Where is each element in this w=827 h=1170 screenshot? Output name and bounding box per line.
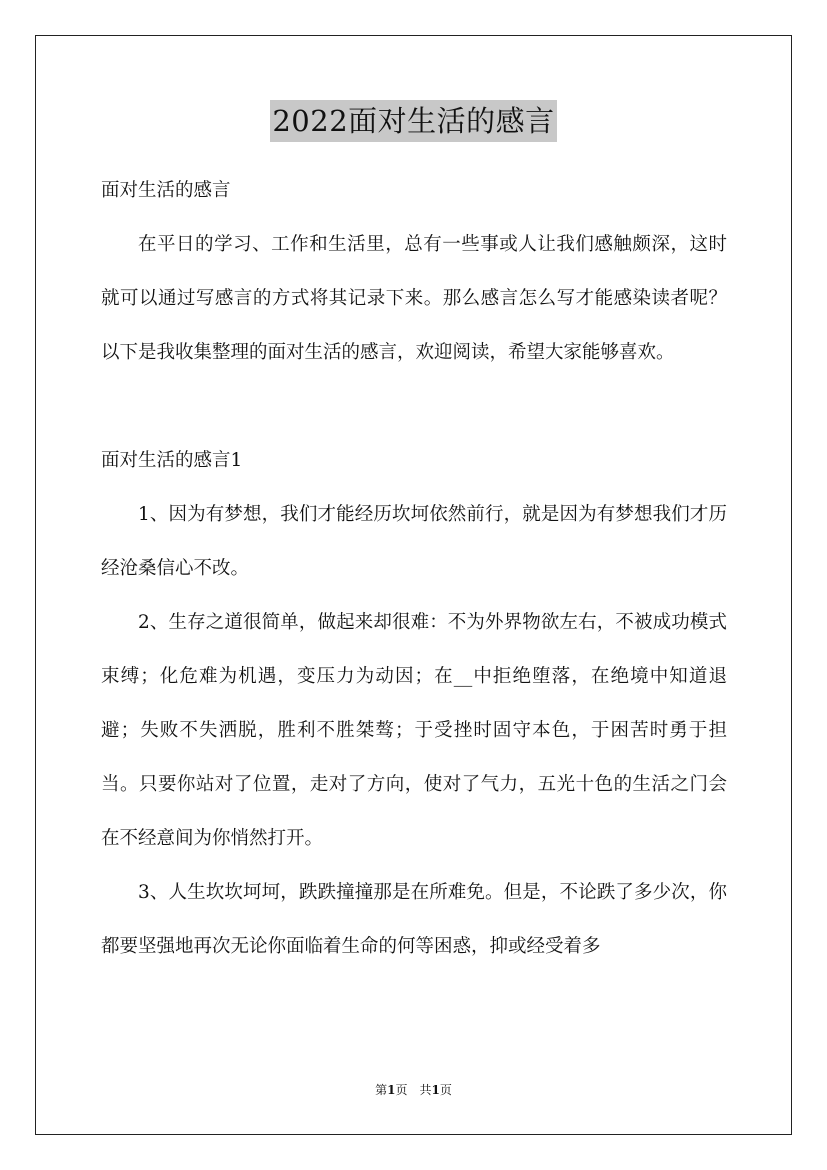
page-footer xyxy=(0,1081,827,1099)
section-heading: 面对生活的感言1 xyxy=(101,450,243,471)
page-prefix: 第 xyxy=(375,1083,388,1097)
list-item: 2、生存之道很简单，做起来却很难：不为外界物欲左右，不被成功模式束缚；化危难为机遇，变压力为动因；在__中拒绝堕落，在绝境中知道退避；失败不失洒脱，胜利不胜桀骜；于受挫时固守本色，于困苦时勇于担当。只要你站对了位置，走对了方向，使对了气力，五光十色的生活之门会在不经意间为你悄然打开。 xyxy=(101,612,727,849)
blank-line xyxy=(101,380,727,434)
page-number: 1 xyxy=(387,1083,396,1097)
document-body xyxy=(101,164,727,974)
intro-paragraph: 在平日的学习、工作和生活里，总有一些事或人让我们感触颇深，这时就可以通过写感言的方式将其记录下来。那么感言怎么写才能感染读者呢？以下是我收集整理的面对生活的感言，欢迎阅读，希望大家能够喜欢。 xyxy=(101,234,727,363)
page-mid: 页 共 xyxy=(395,1083,432,1097)
title-container xyxy=(0,100,827,142)
page-total: 1 xyxy=(431,1083,440,1097)
list-item: 3、人生坎坎坷坷，跌跌撞撞那是在所难免。但是，不论跌了多少次，你都要坚强地再次无论你面临着生命的何等困惑，抑或经受着多 xyxy=(101,882,727,957)
document-title: 2022面对生活的感言 xyxy=(270,100,556,142)
page-suffix: 页 xyxy=(439,1083,452,1097)
document-subtitle: 面对生活的感言 xyxy=(101,180,231,201)
list-item: 1、因为有梦想，我们才能经历坎坷依然前行，就是因为有梦想我们才历经沧桑信心不改。 xyxy=(101,504,727,579)
